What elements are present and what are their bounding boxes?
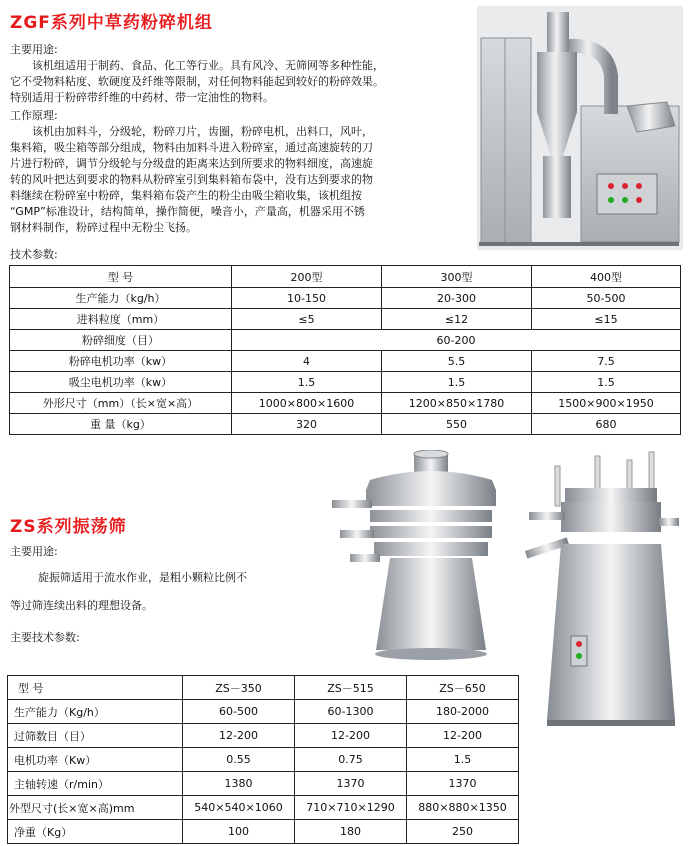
table-cell: 1370 [407,772,519,796]
table-cell: 250 [407,820,519,844]
row-label: 外形尺寸（mm）（长×宽×高） [10,393,232,414]
header-cell: ZS－650 [407,676,519,700]
table-cell: 1200×850×1780 [382,393,532,414]
usage-heading: 主要用途: [10,43,58,56]
table-cell: 60-500 [183,700,295,724]
table-cell: 1000×800×1600 [232,393,382,414]
header-cell: 300型 [382,266,532,288]
table-row [8,748,519,772]
header-cell: ZS－515 [295,676,407,700]
usage-line-2: 等过筛连续出料的理想设备。 [10,599,153,612]
table-cell: 20-300 [382,288,532,309]
table-cell: 12-200 [407,724,519,748]
table-cell: 7.5 [532,351,681,372]
table-cell: ≤12 [382,309,532,330]
vibrating-sieve-photo-right [525,448,680,733]
table-cell: ≤15 [532,309,681,330]
usage-heading-2: 主要用途: [10,545,58,558]
row-label: 生产能力（kg/h） [10,288,232,309]
params-heading: 技术参数: [10,248,58,261]
table-cell: 10-150 [232,288,382,309]
table-row [8,772,519,796]
table-cell: 1.5 [407,748,519,772]
header-cell: ZS－350 [183,676,295,700]
row-label: 过筛数目（目） [8,724,183,748]
row-label: 主轴转速（r/min） [8,772,183,796]
row-label: 重 量（kg） [10,414,232,435]
principle-heading: 工作原理: [10,109,58,122]
header-cell: 型 号 [10,266,232,288]
spec-table-zgf [9,265,681,435]
table-cell: 1.5 [532,372,681,393]
table-row [10,393,681,414]
table-cell: 12-200 [295,724,407,748]
table-row [10,309,681,330]
grinder-unit-photo [477,6,683,250]
principle-line: 转的风叶把达到要求的物料从粉碎室引到集料箱布袋中，没有达到要求的物 [10,173,373,186]
table-cell: 880×880×1350 [407,796,519,820]
table-cell: 12-200 [183,724,295,748]
header-cell: 200型 [232,266,382,288]
row-label: 进料粒度（mm） [10,309,232,330]
principle-line: 钢材料制作，粉碎过程中无粉尘飞扬。 [10,221,197,234]
row-label: 外型尺寸(长×宽×高)mm [8,796,183,820]
vibrating-sieve-photo-left [330,450,530,665]
usage-line: 它不受物料粘度、软硬度及纤维等限制，对任何物料能起到较好的粉碎效果。 [10,75,384,88]
header-cell: 400型 [532,266,681,288]
table-cell: 1500×900×1950 [532,393,681,414]
table-row [10,288,681,309]
table-cell: 320 [232,414,382,435]
row-label: 粉碎电机功率（kw） [10,351,232,372]
table-row [8,796,519,820]
header-cell: 型 号 [8,676,183,700]
params-heading-2: 主要技术参数: [10,631,80,644]
section2-title: ZS系列振荡筛 [10,517,127,537]
table-header-row [10,266,681,288]
row-label: 粉碎细度（目） [10,330,232,351]
usage-line: 特别适用于粉碎带纤维的中药材、带一定油性的物料。 [10,91,274,104]
principle-line: 片进行粉碎，调节分级轮与分级盘的距离来达到所要求的物料细度，高速旋 [10,157,373,170]
row-label: 吸尘电机功率（kw） [10,372,232,393]
row-label: 净重（Kg） [8,820,183,844]
principle-line: “GMP”标准设计，结构简单，操作简便，噪音小，产量高，机器采用不锈 [10,205,365,218]
table-cell: ≤5 [232,309,382,330]
table-cell: 4 [232,351,382,372]
table-cell: 180-2000 [407,700,519,724]
table-cell: 680 [532,414,681,435]
table-row [8,700,519,724]
table-cell: 540×540×1060 [183,796,295,820]
row-label: 生产能力（Kg/h） [8,700,183,724]
table-cell: 1.5 [382,372,532,393]
table-cell: 50-500 [532,288,681,309]
table-row [10,330,681,351]
table-row [10,414,681,435]
table-cell: 5.5 [382,351,532,372]
table-row [8,820,519,844]
spec-table-zs [7,675,519,844]
table-cell: 1370 [295,772,407,796]
table-cell: 710×710×1290 [295,796,407,820]
table-cell: 550 [382,414,532,435]
table-cell: 180 [295,820,407,844]
table-cell: 60-200 [232,330,681,351]
table-cell: 1380 [183,772,295,796]
table-row [8,724,519,748]
principle-line: 料继续在粉碎室中粉碎，集料箱布袋产生的粉尘由吸尘箱收集，该机组按 [10,189,362,202]
table-cell: 0.55 [183,748,295,772]
table-header-row [8,676,519,700]
table-cell: 100 [183,820,295,844]
principle-line: 该机由加料斗，分级轮，粉碎刀片，齿圈，粉碎电机，出料口，风叶， [32,125,373,138]
section1-title: ZGF系列中草药粉碎机组 [10,13,213,33]
table-cell: 0.75 [295,748,407,772]
table-cell: 60-1300 [295,700,407,724]
table-row [10,372,681,393]
usage-line-2: 旋振筛适用于流水作业，是粗小颗粒比例不 [38,571,247,584]
principle-line: 集料箱，吸尘箱等部分组成，物料由加料斗进入粉碎室，通过高速旋转的刀 [10,141,373,154]
usage-line: 该机组适用于制药、食品、化工等行业。具有风冷、无筛网等多种性能， [32,59,384,72]
table-row [10,351,681,372]
table-cell: 1.5 [232,372,382,393]
row-label: 电机功率（Kw） [8,748,183,772]
